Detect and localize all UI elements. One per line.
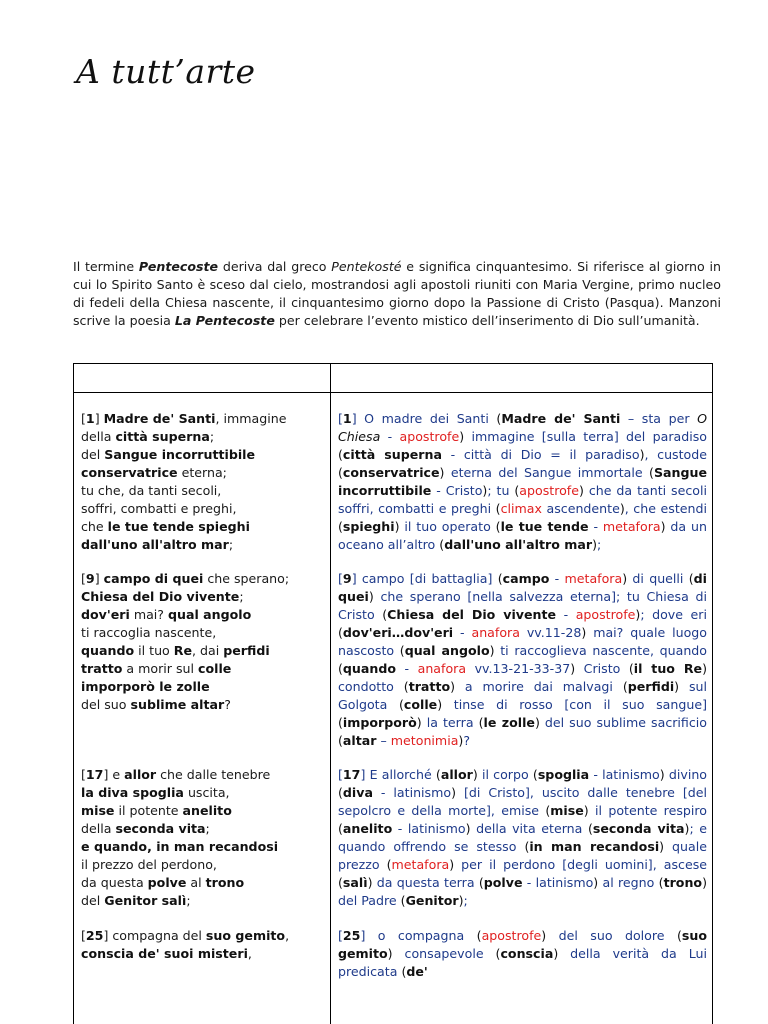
poem-line: il prezzo del perdono, — [81, 857, 217, 872]
poem-line: Chiesa del Dio vivente; — [81, 589, 244, 604]
poem-line: ti raccoglia nascente, — [81, 625, 217, 640]
poem-line: dov'eri mai? qual angolo — [81, 607, 252, 622]
paraphrase-stanza — [338, 927, 707, 981]
intro-text: deriva dal greco — [222, 259, 327, 274]
paraphrase-text: [9] campo [di battaglia] (campo - metafora) di quelli (di quei) che sperano [nella salvezza eterna]; tu Chiesa di Cristo (Chiesa del Dio vivente - apostrofe); dove eri (dov'eri…dov'eri - anafora vv.11-28) mai? quale luogo nascosto (qual angolo) ti raccoglieva nascente, quando (quando - anafora vv.13-21-33-37) Cristo (il tuo Re) condotto (tratto) a morire dai malvagi (perfidi) sul Golgota (colle) tinse di rosso [con il suo sangue] (imporporò) la terra (le zolle) del suo sublime sacrificio (altar – metonimia)? — [338, 571, 708, 748]
poem-line: la diva spoglia uscita, — [81, 785, 230, 800]
poem-line: [25] compagna del suo gemito, — [81, 928, 290, 943]
poem-line: che le tue tende spieghi — [81, 519, 250, 534]
paraphrase-stanza — [338, 410, 707, 554]
paraphrase-stanza — [338, 570, 707, 750]
intro-term: Pentecoste — [138, 259, 219, 274]
intro-text: Il termine — [73, 259, 135, 274]
poem-line: conscia de' suoi misteri, — [81, 946, 252, 961]
intro-title: La Pentecoste — [174, 313, 275, 328]
poem-line: del Sangue incorruttibile — [81, 447, 256, 462]
page-title: A tutt’arte — [76, 52, 256, 91]
poem-line: quando il tuo Re, dai perfidi — [81, 643, 270, 658]
poem-line: del Genitor salì; — [81, 893, 191, 908]
poem-line: e quando, in man recandosi — [81, 839, 279, 854]
intro-text: e significa cinquantesimo. Si riferisce al giorno in cui lo Spirito Santo è sceso dal cielo, mostrandosi agli apostoli riuniti con Maria Vergine, primo nucleo di fedeli della Chiesa nascente, il cinquantesimo giorno dopo la Passione di Cristo (Pasqua). Manzoni scrive la poesia — [73, 259, 721, 328]
intro-paragraph — [73, 258, 721, 330]
intro-text: per celebrare l’evento mistico dell’inserimento di Dio sull’umanità. — [278, 313, 700, 328]
poem-line: da questa polve al trono — [81, 875, 245, 890]
poem-stanza — [81, 766, 278, 910]
poem-line: imporporò le zolle — [81, 679, 210, 694]
poem-line: della seconda vita; — [81, 821, 210, 836]
poem-line: [17] e allor che dalle tenebre — [81, 767, 271, 782]
poem-stanza — [81, 410, 286, 554]
header-row-divider — [74, 392, 712, 393]
poem-line: dall'uno all'altro mar; — [81, 537, 234, 552]
poem-line: [1] Madre de' Santi, immagine — [81, 411, 287, 426]
paraphrase-text: [17] E allorché (allor) il corpo (spoglia - latinismo) divino (diva - latinismo) [di Cristo], uscito dalle tenebre [del sepolcro e della morte], emise (mise) il potente respiro (anelito - latinismo) della vita eterna (seconda vita); e quando offrendo se stesso (in man recandosi) quale prezzo (metafora) per il perdono [degli uomini], ascese (salì) da questa terra (polve - latinismo) al regno (trono) del Padre (Genitor); — [338, 767, 708, 908]
poem-line: della città superna; — [81, 429, 215, 444]
text-table — [73, 363, 713, 1024]
poem-line: tu che, da tanti secoli, — [81, 483, 222, 498]
paraphrase-text: [25] o compagna (apostrofe) del suo dolore (suo gemito) consapevole (conscia) della verità da Lui predicata (de' — [338, 928, 707, 979]
column-divider — [330, 364, 331, 1024]
paraphrase-stanza — [338, 766, 707, 910]
intro-term: Pentekosté — [331, 259, 402, 274]
poem-line: tratto a morir sul colle — [81, 661, 232, 676]
poem-stanza — [81, 927, 289, 963]
poem-line: mise il potente anelito — [81, 803, 232, 818]
poem-stanza — [81, 570, 289, 714]
poem-line: del suo sublime altar? — [81, 697, 231, 712]
paraphrase-text: [1] O madre dei Santi (Madre de' Santi – sta per O Chiesa - apostrofe) immagine [sulla terra] del paradiso (città superna - città di Dio = il paradiso), custode (conservatrice) eterna del Sangue immortale (Sangue incorruttibile - Cristo); tu (apostrofe) che da tanti secoli soffri, combatti e preghi (climax ascendente), che estendi (spieghi) il tuo operato (le tue tende - metafora) da un oceano all’altro (dall'uno all'altro mar); — [338, 411, 708, 552]
poem-line: soffri, combatti e preghi, — [81, 501, 237, 516]
poem-line: conservatrice eterna; — [81, 465, 227, 480]
poem-line: [9] campo di quei che sperano; — [81, 571, 290, 586]
